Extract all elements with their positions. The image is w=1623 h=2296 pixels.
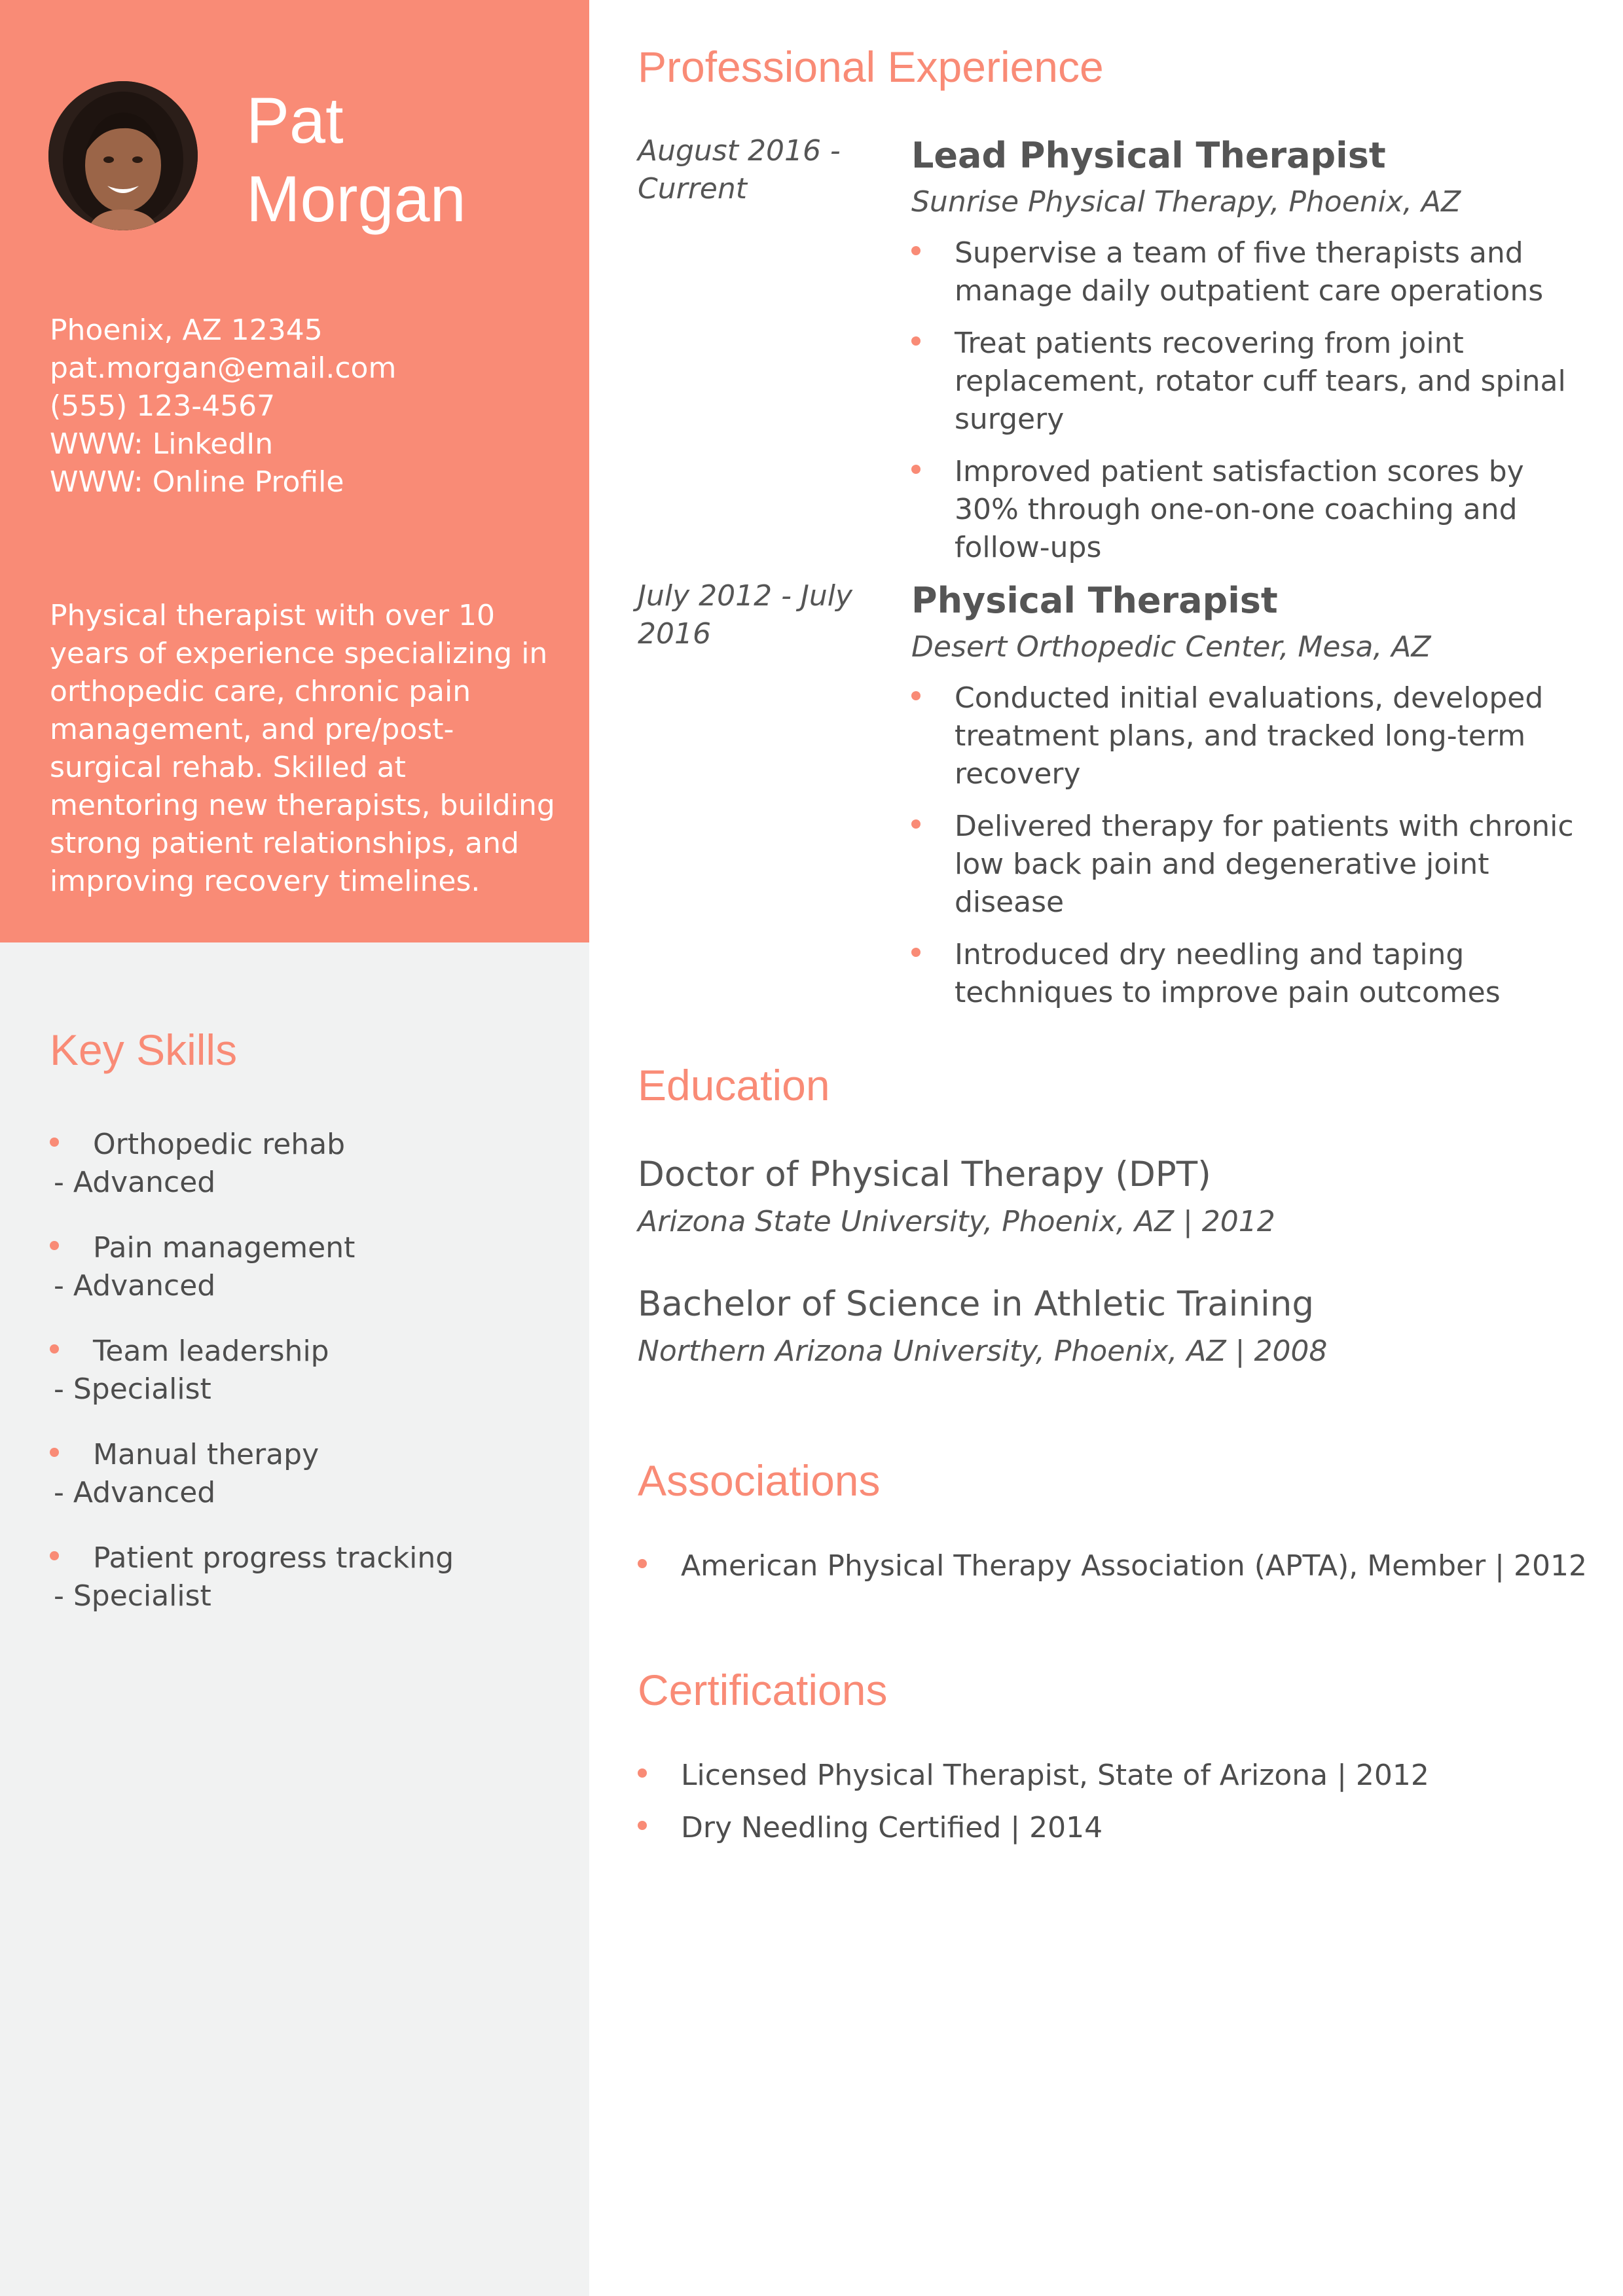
avatar xyxy=(48,81,198,230)
experience-title: Professional Experience xyxy=(638,43,1104,91)
job-dates: August 2016 - Current xyxy=(638,134,841,206)
job-title: Physical Therapist xyxy=(911,580,1278,621)
job-dates: July 2012 - July 2016 xyxy=(638,579,853,651)
skill-item xyxy=(50,1229,560,1305)
skill-name: Patient progress tracking xyxy=(93,1541,454,1575)
job-bullet: Delivered therapy for patients with chronic low back pain and degenerative joint disease xyxy=(911,808,1592,922)
skill-level: - Specialist xyxy=(54,1579,211,1613)
avatar-photo-icon xyxy=(48,81,198,230)
job-bullets xyxy=(911,679,1592,1012)
certifications-list xyxy=(638,1757,1580,1861)
certification-item: Licensed Physical Therapist, State of Arizona | 2012 xyxy=(638,1757,1580,1795)
candidate-name xyxy=(246,81,466,238)
skill-level: - Advanced xyxy=(54,1269,216,1302)
school-name: Northern Arizona University, Phoenix, AZ | 2008 xyxy=(638,1335,1328,1368)
education-title: Education xyxy=(638,1061,830,1109)
bullet-dot-icon xyxy=(50,1551,59,1560)
degree-name: Bachelor of Science in Athletic Training xyxy=(638,1284,1315,1324)
bullet-dot-icon xyxy=(50,1448,59,1457)
contact-linkedin[interactable]: WWW: LinkedIn xyxy=(50,427,274,461)
job-title: Lead Physical Therapist xyxy=(911,135,1386,176)
contact-address: Phoenix, AZ 12345 xyxy=(50,314,323,347)
associations-title: Associations xyxy=(638,1456,881,1505)
professional-summary: Physical therapist with over 10 years of experience specializing in orthopedic care, chronic pain management, and pre/post-surgical rehab. Skilled at mentoring new therapists, building strong patient relationships, and improving recovery timelines. xyxy=(50,599,555,898)
contact-profile[interactable]: WWW: Online Profile xyxy=(50,465,344,499)
contact-info xyxy=(50,312,396,501)
associations-list xyxy=(638,1547,1587,1600)
education-item xyxy=(638,1282,1580,1371)
certification-item: Dry Needling Certified | 2014 xyxy=(638,1809,1580,1847)
job-bullet: Supervise a team of five therapists and manage daily outpatient care operations xyxy=(911,234,1592,310)
bullet-dot-icon xyxy=(50,1138,59,1147)
association-item: American Physical Therapy Association (APTA), Member | 2012 xyxy=(638,1547,1580,1585)
job-bullets xyxy=(911,234,1592,567)
job-bullet: Conducted initial evaluations, developed treatment plans, and tracked long-term recovery xyxy=(911,679,1592,793)
skill-name: Pain management xyxy=(93,1231,356,1265)
contact-email[interactable]: pat.morgan@email.com xyxy=(50,351,397,385)
education-item xyxy=(638,1152,1580,1241)
bullet-dot-icon xyxy=(50,1241,59,1250)
skill-level: - Advanced xyxy=(54,1476,216,1509)
bullet-dot-icon xyxy=(50,1344,59,1354)
skill-level: - Advanced xyxy=(54,1166,216,1199)
job-bullet: Treat patients recovering from joint replacement, rotator cuff tears, and spinal surgery xyxy=(911,325,1592,439)
job-content xyxy=(911,577,1592,1026)
skill-item xyxy=(50,1539,560,1615)
skill-item xyxy=(50,1126,560,1202)
first-name: Pat xyxy=(246,84,344,156)
skill-level: - Specialist xyxy=(54,1372,211,1406)
job-company: Desert Orthopedic Center, Mesa, AZ xyxy=(911,630,1431,664)
certifications-title: Certifications xyxy=(638,1666,888,1714)
skill-item xyxy=(50,1436,560,1512)
contact-phone: (555) 123-4567 xyxy=(50,389,276,423)
skills-title: Key Skills xyxy=(50,1026,238,1074)
skill-name: Team leadership xyxy=(93,1335,329,1368)
skill-item xyxy=(50,1333,560,1408)
last-name: Morgan xyxy=(246,162,466,235)
skills-list xyxy=(50,1126,560,1643)
degree-name: Doctor of Physical Therapy (DPT) xyxy=(638,1155,1211,1194)
job-bullet: Introduced dry needling and taping techniques to improve pain outcomes xyxy=(911,936,1592,1012)
job-content xyxy=(911,132,1592,581)
job-bullet: Improved patient satisfaction scores by 30% through one-on-one coaching and follow-ups xyxy=(911,453,1592,567)
job-company: Sunrise Physical Therapy, Phoenix, AZ xyxy=(911,185,1461,219)
school-name: Arizona State University, Phoenix, AZ | 2012 xyxy=(638,1205,1275,1238)
skill-name: Manual therapy xyxy=(93,1438,319,1471)
skill-name: Orthopedic rehab xyxy=(93,1128,346,1161)
